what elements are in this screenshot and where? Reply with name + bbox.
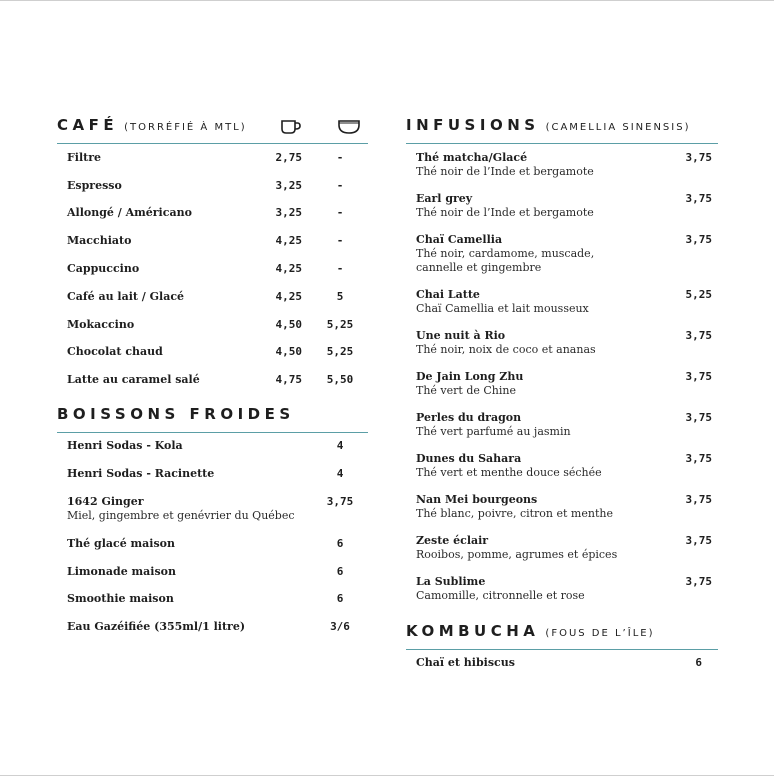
infusion-item [416, 493, 718, 521]
price-large: 5,25 [326, 345, 354, 358]
kombucha-item [416, 656, 718, 670]
infusion-item [416, 329, 718, 357]
item-name: Une nuit à Rio [416, 329, 506, 342]
boisson-item [67, 467, 368, 481]
price: 3,75 [326, 495, 354, 508]
item-name: Dunes du Sahara [416, 452, 522, 465]
price: 3,75 [685, 534, 712, 547]
item-name: Chaï Camellia [416, 233, 503, 246]
cafe-item [67, 234, 368, 248]
price-small: 3,25 [275, 179, 302, 192]
cafe-item [67, 345, 368, 359]
item-name: Mokaccino [67, 318, 135, 331]
price: 6 [695, 656, 702, 669]
cafe-subtitle: (TORRÉFIÉ À MTL) [124, 122, 247, 133]
item-name: Zeste éclair [416, 534, 489, 547]
item-name: De Jain Long Zhu [416, 370, 524, 383]
item-name: Allongé / Américano [67, 206, 192, 219]
infusion-item [416, 411, 718, 439]
left-column [57, 115, 368, 634]
bottom-border [0, 775, 774, 776]
kombucha-title [406, 622, 654, 640]
item-desc: Thé blanc, poivre, citron et menthe [416, 507, 613, 520]
price-small: 4,75 [275, 373, 302, 386]
price: 3,75 [685, 370, 712, 383]
cafe-item [67, 206, 368, 220]
boissons-title: BOISSONS FROIDES [57, 405, 295, 423]
item-name: La Sublime [416, 575, 486, 588]
item-desc: Camomille, citronnelle et rose [416, 589, 585, 602]
price: 3,75 [685, 151, 712, 164]
kombucha-items [406, 656, 718, 670]
cafe-item [67, 373, 368, 387]
top-border [0, 0, 774, 1]
infusion-item [416, 370, 718, 398]
infusion-item [416, 233, 718, 275]
boissons-items [57, 439, 368, 634]
boisson-item [67, 495, 368, 523]
price-small: 4,50 [275, 318, 302, 331]
price-large: - [336, 179, 344, 192]
item-name: Perles du dragon [416, 411, 522, 424]
item-name: Limonade maison [67, 565, 177, 578]
item-name: Henri Sodas - Racinette [67, 467, 215, 480]
price-small: 4,25 [275, 262, 302, 275]
boissons-section-header [57, 404, 368, 433]
boisson-item [67, 439, 368, 453]
price: 3,75 [685, 575, 712, 588]
infusion-item [416, 151, 718, 179]
cafe-item [67, 179, 368, 193]
price-large: - [336, 206, 344, 219]
item-name: Espresso [67, 179, 122, 192]
price-large: 5,50 [326, 373, 354, 386]
item-desc: Thé noir de l’Inde et bergamote [416, 165, 594, 178]
price-large: - [336, 262, 344, 275]
price: 3,75 [685, 493, 712, 506]
cup-icon [280, 119, 302, 139]
item-desc: Thé vert de Chine [416, 384, 516, 397]
item-name: 1642 Ginger [67, 495, 144, 508]
item-desc: Thé vert parfumé au jasmin [416, 425, 571, 438]
infusions-title-text: INFUSIONS [406, 116, 540, 134]
item-desc: Chaï Camellia et lait mousseux [416, 302, 589, 315]
price-large: 5 [336, 290, 344, 303]
price-large: 5,25 [326, 318, 354, 331]
price-large: - [336, 234, 344, 247]
item-name: Macchiato [67, 234, 132, 247]
boisson-item [67, 620, 368, 634]
price-large: - [336, 151, 344, 164]
kombucha-subtitle: (FOUS DE L’ÎLE) [545, 628, 655, 639]
boisson-item [67, 565, 368, 579]
infusions-subtitle: (CAMELLIA SINENSIS) [545, 122, 691, 133]
item-name: Thé glacé maison [67, 537, 176, 550]
infusion-item [416, 192, 718, 220]
item-name: Chocolat chaud [67, 345, 163, 358]
item-name: Chaï et hibiscus [416, 656, 515, 669]
price: 3,75 [685, 233, 712, 246]
infusion-item [416, 288, 718, 316]
price: 3,75 [685, 329, 712, 342]
item-desc: Thé noir de l’Inde et bergamote [416, 206, 594, 219]
bowl-icon [337, 119, 361, 139]
item-name: Thé matcha/Glacé [416, 151, 528, 164]
infusions-section-header [406, 115, 718, 144]
cafe-item [67, 290, 368, 304]
infusion-item [416, 452, 718, 480]
infusions-items [406, 151, 718, 603]
price: 3,75 [685, 411, 712, 424]
kombucha-title-text: KOMBUCHA [406, 622, 540, 640]
price-small: 4,25 [275, 290, 302, 303]
price-small: 3,25 [275, 206, 302, 219]
infusion-item [416, 575, 718, 603]
price: 6 [336, 565, 344, 578]
price: 3/6 [330, 620, 350, 633]
item-name: Filtre [67, 151, 102, 164]
price: 4 [336, 467, 344, 480]
item-desc: Thé noir, cardamome, muscade, cannelle et gingembre [416, 247, 595, 274]
item-desc: Thé vert et menthe douce séchée [416, 466, 602, 479]
price: 6 [336, 537, 344, 550]
item-name: Café au lait / Glacé [67, 290, 185, 303]
cafe-item [67, 151, 368, 165]
boisson-item [67, 592, 368, 606]
item-desc: Miel, gingembre et genévrier du Québec [67, 509, 295, 522]
cafe-items [57, 151, 368, 387]
cafe-item [67, 262, 368, 276]
price: 4 [336, 439, 344, 452]
item-name: Smoothie maison [67, 592, 174, 605]
item-name: Nan Mei bourgeons [416, 493, 538, 506]
item-name: Eau Gazéifiée (355ml/1 litre) [67, 620, 246, 633]
item-name: Latte au caramel salé [67, 373, 200, 386]
price: 3,75 [685, 452, 712, 465]
item-desc: Rooibos, pomme, agrumes et épices [416, 548, 618, 561]
kombucha-section-header [406, 621, 718, 650]
cafe-item [67, 318, 368, 332]
price-small: 4,50 [275, 345, 302, 358]
item-name: Chai Latte [416, 288, 480, 301]
price-small: 4,25 [275, 234, 302, 247]
price: 5,25 [685, 288, 712, 301]
item-name: Henri Sodas - Kola [67, 439, 183, 452]
price: 6 [336, 592, 344, 605]
item-desc: Thé noir, noix de coco et ananas [416, 343, 596, 356]
infusions-title [406, 116, 690, 134]
price: 3,75 [685, 192, 712, 205]
item-name: Cappuccino [67, 262, 140, 275]
infusion-item [416, 534, 718, 562]
boisson-item [67, 537, 368, 551]
price-small: 2,75 [275, 151, 302, 164]
cafe-title-text: CAFÉ [57, 116, 119, 134]
right-column [406, 115, 718, 670]
cafe-section-header [57, 115, 368, 144]
item-name: Earl grey [416, 192, 473, 205]
cafe-title [57, 116, 247, 134]
